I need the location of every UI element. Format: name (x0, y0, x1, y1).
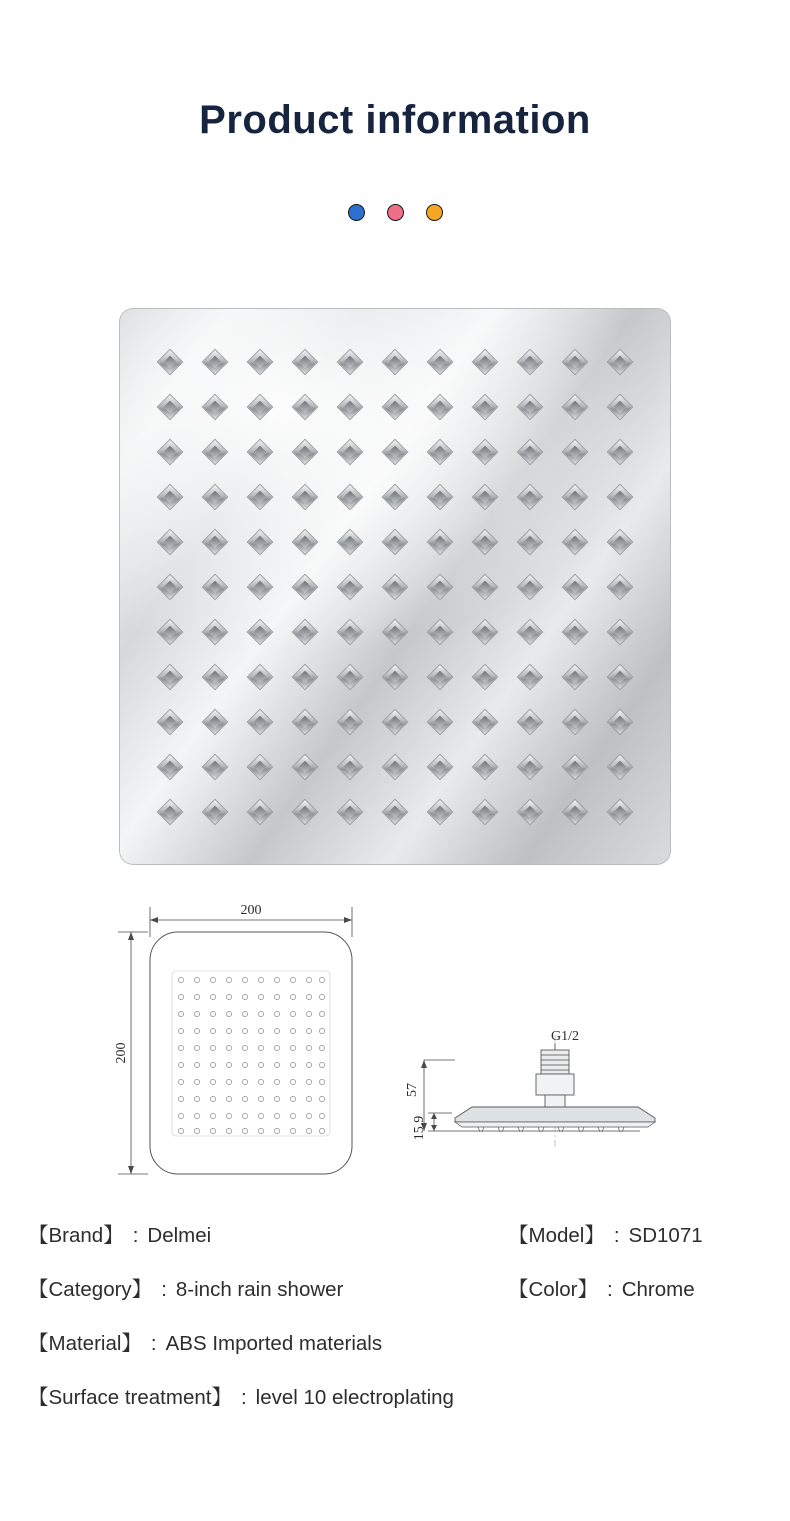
nozzle (562, 483, 589, 510)
nozzle (247, 708, 274, 735)
side-view-thread-label: G1/2 (551, 1029, 579, 1044)
spec-brand (28, 1218, 508, 1248)
nozzle (157, 618, 184, 645)
nozzle (157, 393, 184, 420)
nozzle (292, 348, 319, 375)
nozzle (157, 438, 184, 465)
nozzle (562, 573, 589, 600)
spec-color (508, 1272, 695, 1302)
nozzle (247, 663, 274, 690)
nozzle (427, 753, 454, 780)
nozzle (562, 348, 589, 375)
nozzle (337, 348, 364, 375)
nozzle (472, 573, 499, 600)
nozzle (517, 798, 544, 825)
nozzle (157, 348, 184, 375)
nozzle (382, 438, 409, 465)
nozzle (382, 753, 409, 780)
spec-key: 【Color】 (508, 1278, 598, 1301)
spec-key: 【Model】 (508, 1224, 605, 1247)
spec-separator: : (240, 1386, 247, 1409)
nozzle (337, 618, 364, 645)
nozzle (427, 708, 454, 735)
nozzle (157, 798, 184, 825)
nozzle-grid (148, 339, 643, 834)
spec-key: 【Category】 (28, 1278, 153, 1301)
nozzle (382, 798, 409, 825)
nozzle (382, 573, 409, 600)
nozzle (247, 573, 274, 600)
nozzle (157, 708, 184, 735)
nozzle (562, 753, 589, 780)
nozzle (517, 438, 544, 465)
nozzle (202, 438, 229, 465)
spec-separator: : (132, 1224, 139, 1247)
nozzle (292, 528, 319, 555)
nozzle (337, 708, 364, 735)
dot-blue-icon (348, 204, 365, 221)
nozzle (292, 438, 319, 465)
nozzle (427, 528, 454, 555)
nozzle (472, 663, 499, 690)
nozzle (472, 483, 499, 510)
spec-key: 【Material】 (28, 1332, 142, 1355)
spec-value: ABS Imported materials (165, 1332, 383, 1355)
nozzle (292, 663, 319, 690)
nozzle (202, 708, 229, 735)
nozzle (607, 573, 634, 600)
nozzle (427, 393, 454, 420)
nozzle (157, 753, 184, 780)
nozzle (472, 798, 499, 825)
nozzle (247, 393, 274, 420)
nozzle (202, 483, 229, 510)
nozzle (427, 438, 454, 465)
nozzle (202, 393, 229, 420)
nozzle (427, 573, 454, 600)
nozzle (247, 438, 274, 465)
nozzle (247, 618, 274, 645)
side-view-height-label: 57 (405, 1083, 420, 1097)
spec-value: Chrome (621, 1278, 695, 1301)
nozzle (427, 618, 454, 645)
nozzle (562, 708, 589, 735)
nozzle (607, 438, 634, 465)
nozzle (337, 663, 364, 690)
nozzle (337, 753, 364, 780)
spec-row (28, 1218, 762, 1248)
product-photo (119, 308, 671, 865)
nozzle (337, 573, 364, 600)
nozzle (607, 663, 634, 690)
nozzle (292, 573, 319, 600)
spec-row (28, 1272, 762, 1302)
nozzle (562, 663, 589, 690)
nozzle (472, 618, 499, 645)
nozzle (427, 798, 454, 825)
nozzle (562, 618, 589, 645)
spec-material (28, 1326, 382, 1356)
nozzle (517, 663, 544, 690)
spec-value: SD1071 (628, 1224, 703, 1247)
nozzle (427, 663, 454, 690)
nozzle (292, 798, 319, 825)
nozzle (292, 393, 319, 420)
nozzle (607, 708, 634, 735)
nozzle (607, 348, 634, 375)
nozzle (607, 798, 634, 825)
nozzle (382, 348, 409, 375)
side-view-body (455, 1107, 655, 1127)
nozzle (517, 528, 544, 555)
nozzle (472, 708, 499, 735)
spec-key: 【Brand】 (28, 1224, 124, 1247)
nozzle (517, 573, 544, 600)
dot-orange-icon (426, 204, 443, 221)
front-view-nozzles (178, 977, 324, 1133)
nozzle (427, 483, 454, 510)
nozzle (427, 348, 454, 375)
nozzle (517, 483, 544, 510)
nozzle (382, 618, 409, 645)
nozzle (202, 528, 229, 555)
nozzle (607, 528, 634, 555)
nozzle (247, 348, 274, 375)
page-title: Product information (199, 98, 591, 142)
nozzle (202, 618, 229, 645)
nozzle (562, 393, 589, 420)
nozzle (472, 753, 499, 780)
nozzle (562, 798, 589, 825)
nozzle (382, 483, 409, 510)
side-view-thickness-label: 15.9 (412, 1115, 427, 1141)
nozzle (337, 438, 364, 465)
nozzle (247, 753, 274, 780)
front-view-width-label: 200 (240, 903, 262, 918)
nozzle (472, 438, 499, 465)
nozzle (157, 663, 184, 690)
spec-separator: : (161, 1278, 167, 1301)
nozzle (607, 483, 634, 510)
nozzle (382, 708, 409, 735)
nozzle (292, 618, 319, 645)
nozzle (292, 708, 319, 735)
nozzle (202, 663, 229, 690)
spec-row (28, 1326, 762, 1356)
nozzle (517, 708, 544, 735)
spec-separator: : (607, 1278, 613, 1301)
spec-key: 【Surface treatment】 (28, 1386, 232, 1409)
nozzle (157, 483, 184, 510)
nozzle (607, 618, 634, 645)
nozzle (517, 348, 544, 375)
nozzle (472, 348, 499, 375)
nozzle (202, 348, 229, 375)
spec-value: 8-inch rain shower (175, 1278, 344, 1301)
decorative-dot-row (0, 204, 790, 221)
nozzle (562, 528, 589, 555)
nozzle (157, 528, 184, 555)
dot-pink-icon (387, 204, 404, 221)
nozzle (202, 798, 229, 825)
nozzle (517, 393, 544, 420)
nozzle (607, 753, 634, 780)
nozzle (337, 393, 364, 420)
front-view-height-label: 200 (114, 1042, 129, 1064)
technical-drawing-svg (0, 885, 790, 1195)
nozzle (247, 483, 274, 510)
spec-surface-treatment (28, 1380, 454, 1410)
nozzle (292, 753, 319, 780)
nozzle (202, 753, 229, 780)
nozzle (337, 528, 364, 555)
nozzle (157, 573, 184, 600)
spec-value: level 10 electroplating (255, 1386, 454, 1409)
nozzle (517, 753, 544, 780)
nozzle (562, 438, 589, 465)
specification-list (0, 1218, 790, 1434)
spec-row (28, 1380, 762, 1410)
nozzle (247, 798, 274, 825)
spec-category (28, 1272, 508, 1302)
spec-separator: : (613, 1224, 620, 1247)
nozzle (382, 528, 409, 555)
nozzle (292, 483, 319, 510)
nozzle (337, 798, 364, 825)
nozzle (382, 393, 409, 420)
nozzle (382, 663, 409, 690)
nozzle (607, 393, 634, 420)
spec-model (508, 1218, 703, 1248)
nozzle (517, 618, 544, 645)
spec-value: Delmei (147, 1224, 212, 1247)
nozzle (337, 483, 364, 510)
nozzle (472, 528, 499, 555)
spec-separator: : (150, 1332, 157, 1355)
technical-drawing (0, 885, 790, 1195)
nozzle (247, 528, 274, 555)
nozzle (202, 573, 229, 600)
nozzle (472, 393, 499, 420)
